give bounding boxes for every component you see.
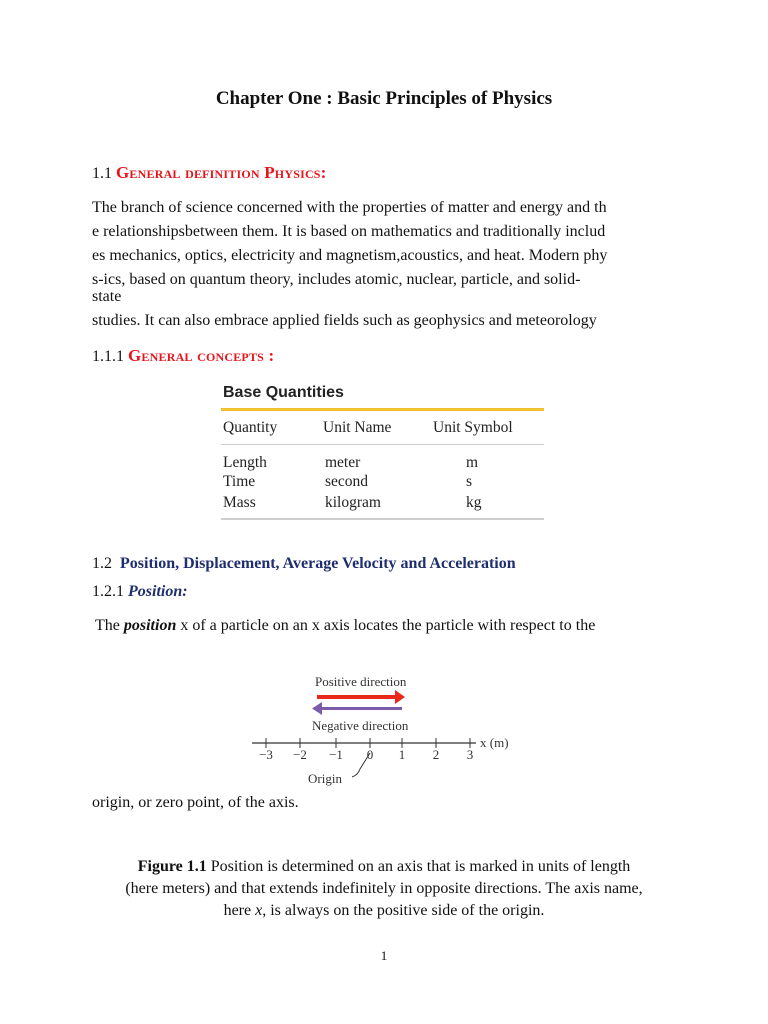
table-header-quantity: Quantity	[223, 419, 278, 436]
section-title: General definition Physics:	[116, 163, 327, 182]
tick-label: 1	[398, 747, 406, 762]
caption-line	[92, 856, 676, 878]
table-title: Base Quantities	[223, 384, 344, 401]
section-number: 1.2	[92, 555, 112, 572]
positive-arrow	[317, 690, 405, 704]
paragraph-line: studies. It can also embrace applied fields such as geophysics and meteorology	[92, 312, 597, 329]
sentence-start: The	[95, 617, 124, 634]
table-cell: Time	[223, 473, 256, 490]
table-header-unit-symbol: Unit Symbol	[433, 419, 513, 436]
caption-line: (here meters) and that extends indefinitely in opposite directions. The axis name,	[125, 880, 643, 897]
negative-arrow	[312, 702, 402, 715]
after-figure-text: origin, or zero point, of the axis.	[92, 794, 299, 811]
origin-pointer	[352, 753, 370, 777]
caption-text: , is always on the positive side of the origin.	[262, 902, 545, 919]
table-top-rule	[221, 408, 544, 411]
tick-label: −3	[259, 747, 273, 762]
section-heading-1-1	[92, 163, 327, 183]
caption-variable: x	[255, 902, 263, 919]
table-cell: s	[466, 473, 473, 490]
table-cell: kilogram	[325, 494, 381, 511]
table-cell: meter	[325, 454, 361, 471]
sentence-rest: x of a particle on an x axis locates the particle with respect to the	[176, 617, 596, 634]
paragraph-line: es mechanics, optics, electricity and magnetism,acoustics, and heat. Modern phy	[92, 247, 608, 264]
position-sentence	[95, 617, 595, 635]
section-title: Position, Displacement, Average Velocity and Acceleration	[120, 555, 516, 572]
position-term: position	[123, 617, 177, 634]
section-heading-1-2-1	[92, 583, 188, 601]
tick-label: −2	[293, 747, 307, 762]
caption-text: Position is determined on an axis that is marked in units of length	[206, 858, 631, 875]
table-cell: second	[325, 473, 369, 490]
section-title: General concepts :	[128, 346, 275, 365]
negative-direction-label: Negative direction	[312, 718, 409, 733]
positive-direction-label: Positive direction	[315, 674, 407, 689]
table-cell: Mass	[223, 494, 256, 511]
axis-label: x (m)	[480, 735, 509, 750]
section-title: Position:	[128, 583, 188, 600]
table-cell: m	[466, 454, 479, 471]
tick-label: 2	[432, 747, 440, 762]
section-heading-1-2	[92, 555, 516, 573]
table-cell: Length	[223, 454, 267, 471]
paragraph-line: The branch of science concerned with the properties of matter and energy and th	[92, 199, 607, 216]
tick-label: 3	[466, 747, 474, 762]
section-number: 1.2.1	[92, 583, 124, 600]
table-cell: kg	[466, 494, 482, 511]
caption-line	[92, 900, 676, 922]
table-bottom-rule	[221, 518, 544, 520]
number-line-figure	[240, 670, 540, 795]
section-heading-1-1-1	[92, 346, 274, 366]
table-header-unit-name: Unit Name	[323, 419, 392, 436]
tick-label: −1	[329, 747, 343, 762]
chapter-title: Chapter One : Basic Principles of Physics	[215, 88, 553, 109]
page-number: 1	[380, 948, 388, 963]
table-header-rule	[221, 444, 544, 445]
section-number: 1.1.1	[92, 348, 124, 365]
caption-label: Figure 1.1	[137, 858, 207, 875]
caption-text: here	[223, 902, 256, 919]
paragraph-line: state	[92, 288, 122, 305]
origin-label: Origin	[308, 771, 342, 786]
paragraph-line: s-ics, based on quantum theory, includes atomic, nuclear, particle, and solid-	[92, 271, 581, 288]
tick-label: 0	[366, 747, 374, 762]
paragraph-line: e relationshipsbetween them. It is based on mathematics and traditionally includ	[92, 223, 606, 240]
section-number: 1.1	[92, 165, 112, 182]
figure-caption	[92, 856, 676, 922]
